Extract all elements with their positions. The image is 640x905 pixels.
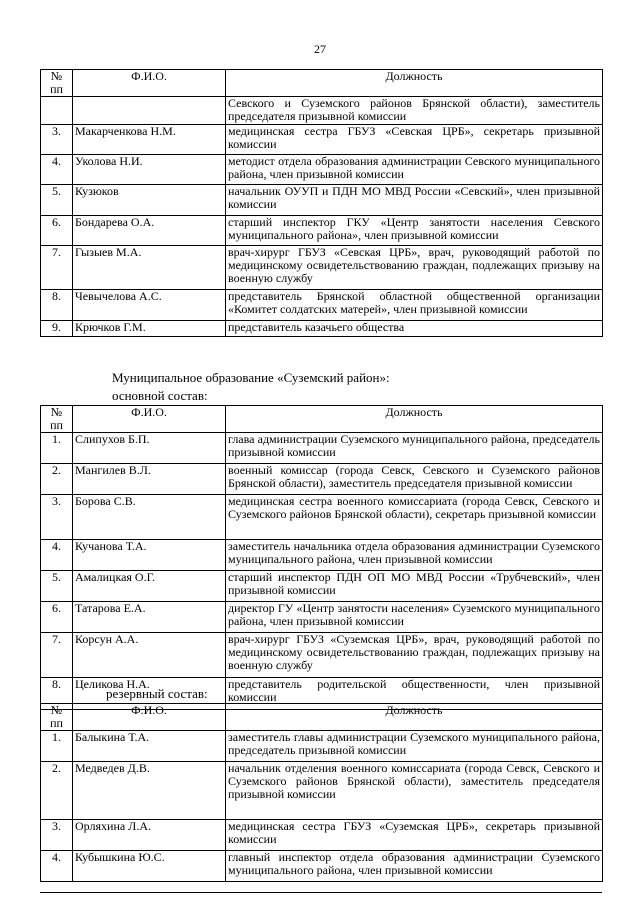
row-position: представитель родительской общественности, член призывной комиссии: [226, 678, 603, 710]
row-num: 1.: [41, 731, 73, 762]
row-fio: Гызыев М.А.: [73, 246, 226, 290]
row-position: директор ГУ «Центр занятости населения» Суземского муниципального района, член призывной комиссии: [226, 602, 603, 633]
table-header-row: [41, 70, 603, 97]
row-num: 5.: [41, 571, 73, 602]
row-position: глава администрации Суземского муниципального района, председатель призывной комиссии: [226, 433, 603, 464]
row-fio: Чевычелова А.С.: [73, 290, 226, 321]
section-subtitle-main: основной состав:: [112, 388, 208, 403]
row-position: главный инспектор отдела образования администрации Суземского муниципального района, член призывной комиссии: [226, 851, 603, 882]
header-num: № пп: [41, 406, 73, 433]
row-num: 6.: [41, 602, 73, 633]
table-row: [41, 731, 603, 762]
section-title-reserve: резервный состав:: [106, 686, 208, 701]
row-fio: Целикова Н.А.: [73, 678, 226, 710]
table-row: [41, 633, 603, 678]
header-fio: Ф.И.О.: [73, 406, 226, 433]
row-fio: Орляхина Л.А.: [73, 820, 226, 851]
table-row: [41, 540, 603, 571]
row-num: 4.: [41, 540, 73, 571]
row-num: [41, 97, 73, 125]
bottom-rule: [40, 892, 602, 893]
row-num: 9.: [41, 321, 73, 337]
table-suzemka-reserve: [40, 703, 603, 882]
row-num: 5.: [41, 185, 73, 216]
table-header-row: [41, 704, 603, 731]
table-row: [41, 851, 603, 882]
row-position: представитель Брянской областной общественной организации «Комитет солдатских матерей», член призывной комиссии: [226, 290, 603, 321]
row-position: военный комиссар (города Севск, Севского и Суземского районов Брянской области), заместитель председателя призывной комиссии: [226, 464, 603, 495]
table-suzemka-main: [40, 405, 603, 710]
table-row: [41, 602, 603, 633]
row-fio: Кузюков: [73, 185, 226, 216]
table-row: [41, 125, 603, 155]
row-num: 8.: [41, 290, 73, 321]
row-position: заместитель начальника отдела образования администрации Суземского муниципального района, член призывной комиссии: [226, 540, 603, 571]
row-fio: Медведев Д.В.: [73, 762, 226, 820]
row-num: 3.: [41, 495, 73, 540]
row-num: 7.: [41, 246, 73, 290]
table-row: [41, 820, 603, 851]
row-position: методист отдела образования администрации Севского муниципального района, член призывной комиссии: [226, 155, 603, 185]
row-num: 3.: [41, 125, 73, 155]
row-fio: Амалицкая О.Г.: [73, 571, 226, 602]
table-row: [41, 97, 603, 125]
header-position: Должность: [226, 406, 603, 433]
row-position: старший инспектор ГКУ «Центр занятости населения Севского муниципального района», член призывной комиссии: [226, 216, 603, 246]
table-row: [41, 433, 603, 464]
row-position: медицинская сестра ГБУЗ «Севская ЦРБ», секретарь призывной комиссии: [226, 125, 603, 155]
table-row: [41, 290, 603, 321]
row-position: начальник ОУУП и ПДН МО МВД России «Севский», член призывной комиссии: [226, 185, 603, 216]
table-header-row: [41, 406, 603, 433]
row-fio: Макарченкова Н.М.: [73, 125, 226, 155]
header-num: № пп: [41, 704, 73, 731]
row-num: 8.: [41, 678, 73, 710]
row-fio: Бондарева О.А.: [73, 216, 226, 246]
table-row: [41, 762, 603, 820]
row-num: 7.: [41, 633, 73, 678]
header-position: Должность: [226, 704, 603, 731]
row-fio: Балыкина Т.А.: [73, 731, 226, 762]
section-title-suzemka: Муниципальное образование «Суземский район»:: [112, 370, 390, 385]
row-fio: Корсун А.А.: [73, 633, 226, 678]
row-num: 3.: [41, 820, 73, 851]
table-sevsk-continued: [40, 69, 603, 337]
row-fio: Слипухов Б.П.: [73, 433, 226, 464]
row-num: 1.: [41, 433, 73, 464]
row-fio: Борова С.В.: [73, 495, 226, 540]
row-position: врач-хирург ГБУЗ «Севская ЦРБ», врач, руководящий работой по медицинскому освидетельствованию граждан, подлежащих призыву на военную службу: [226, 246, 603, 290]
row-position: начальник отделения военного комиссариата (города Севск, Севского и Суземского районов Брянской области), заместитель председателя призывной комиссии: [226, 762, 603, 820]
header-num: № пп: [41, 70, 73, 97]
row-position: медицинская сестра ГБУЗ «Суземская ЦРБ», секретарь призывной комиссии: [226, 820, 603, 851]
row-position: заместитель главы администрации Суземского муниципального района, председатель призывной комиссии: [226, 731, 603, 762]
row-position: старший инспектор ПДН ОП МО МВД России «Трубчевский», член призывной комиссии: [226, 571, 603, 602]
table-row: [41, 185, 603, 216]
header-position: Должность: [226, 70, 603, 97]
table-row: [41, 495, 603, 540]
row-position: медицинская сестра военного комиссариата (города Севск, Севского и Суземского районов Брянской области), секретарь призывной комиссии: [226, 495, 603, 540]
row-fio: Мангилев В.Л.: [73, 464, 226, 495]
header-fio: Ф.И.О.: [73, 70, 226, 97]
row-num: 4.: [41, 851, 73, 882]
row-position: представитель казачьего общества: [226, 321, 603, 337]
row-num: 2.: [41, 464, 73, 495]
row-num: 2.: [41, 762, 73, 820]
table-row: [41, 246, 603, 290]
row-fio: Кучанова Т.А.: [73, 540, 226, 571]
table-row: [41, 321, 603, 337]
table-row: [41, 216, 603, 246]
row-position: Севского и Суземского районов Брянской области), заместитель председателя призывной комиссии: [226, 97, 603, 125]
row-fio: [73, 97, 226, 125]
header-fio: Ф.И.О.: [73, 704, 226, 731]
row-fio: Татарова Е.А.: [73, 602, 226, 633]
table-row: [41, 571, 603, 602]
row-fio: Уколова Н.И.: [73, 155, 226, 185]
row-position: врач-хирург ГБУЗ «Суземская ЦРБ», врач, руководящий работой по медицинскому освидетельствованию граждан, подлежащих призыву на военную службу: [226, 633, 603, 678]
page-number: 27: [314, 42, 326, 56]
row-fio: Кубышкина Ю.С.: [73, 851, 226, 882]
table-row: [41, 155, 603, 185]
table-row: [41, 464, 603, 495]
row-num: 6.: [41, 216, 73, 246]
row-num: 4.: [41, 155, 73, 185]
row-fio: Крючков Г.М.: [73, 321, 226, 337]
